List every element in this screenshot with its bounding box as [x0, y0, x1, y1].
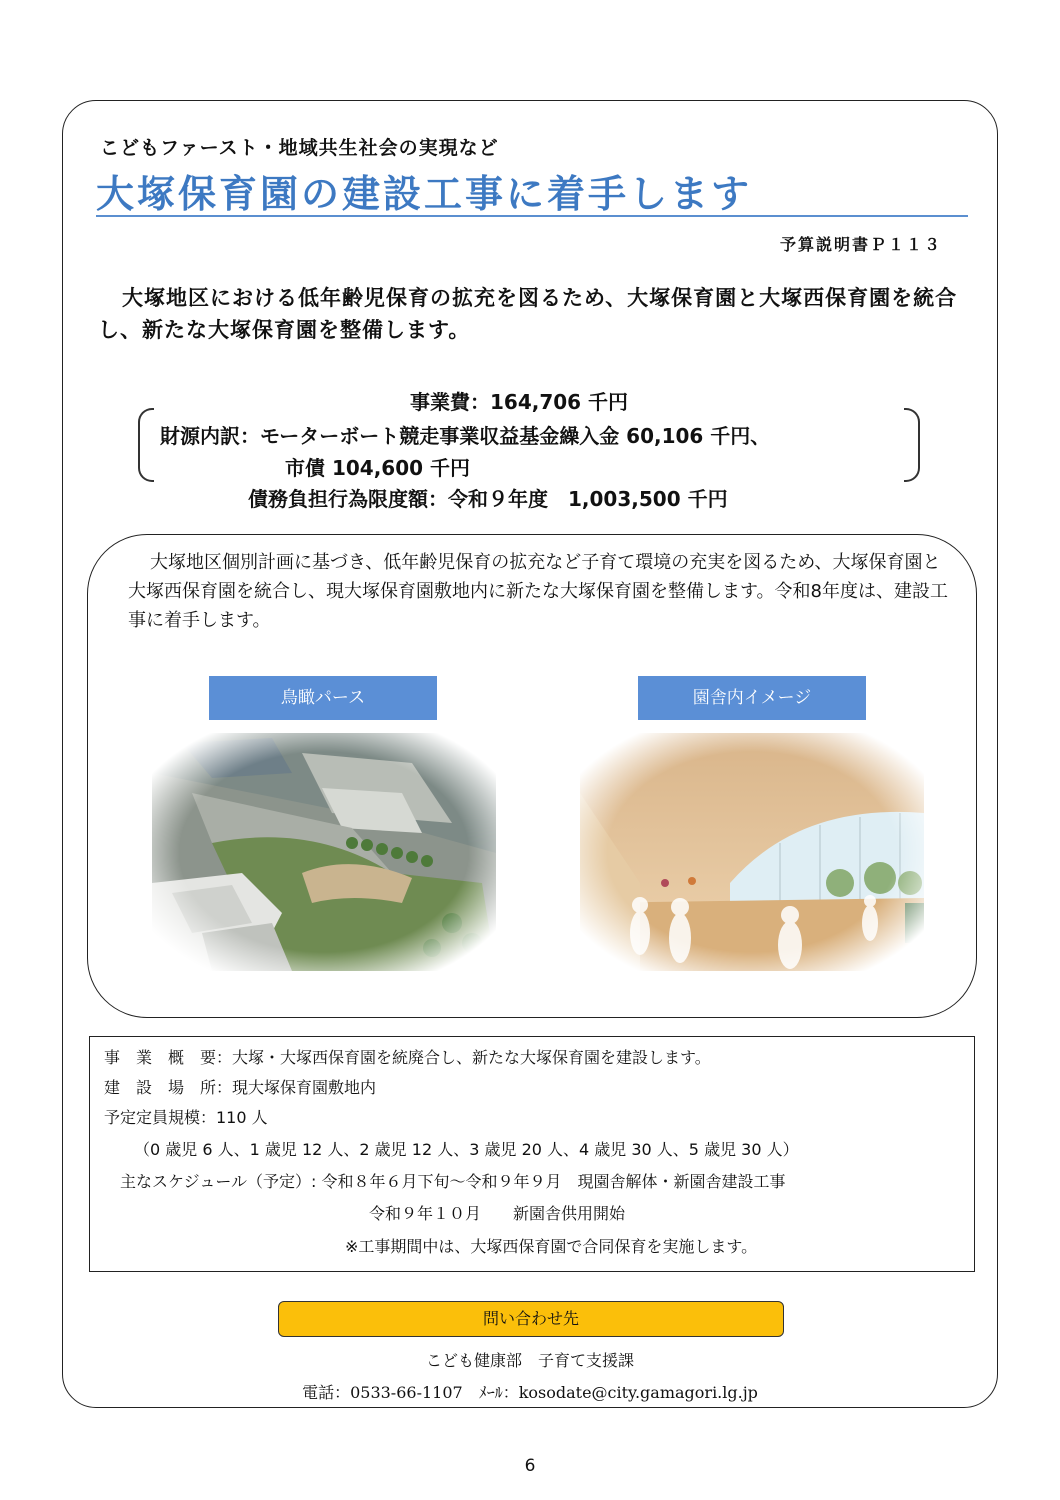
- contact-heading: 問い合わせ先: [278, 1301, 784, 1337]
- page-number: 6: [524, 1456, 536, 1476]
- summary-capacity: 予定定員規模：110 人: [104, 1108, 268, 1127]
- contact-department: こども健康部 子育て支援課: [425, 1351, 634, 1370]
- lead-paragraph: 大塚地区における低年齢児保育の拡充を図るため、大塚保育園と大塚西保育園を統合し、新たな大塚保育園を整備します。: [98, 286, 958, 342]
- page-title: 大塚保育園の建設工事に着手します: [96, 172, 753, 216]
- project-cost: 事業費：164,706 千円: [410, 390, 629, 414]
- debt-burden-limit: 債務負担行為限度額：令和９年度 1,003,500 千円: [248, 487, 728, 511]
- interior-view-image: [580, 733, 924, 971]
- funding-source: 財源内訳：モーターボート競走事業収益基金繰入金 60,106 千円、: [160, 424, 771, 448]
- project-summary-box: [89, 1036, 975, 1272]
- municipal-bond: 市債 104,600 千円: [285, 456, 471, 480]
- interior-image-label: 園舎内イメージ: [638, 676, 866, 720]
- budget-page-reference: 予算説明書Ｐ１１３: [779, 235, 942, 254]
- right-bracket: [904, 408, 920, 482]
- summary-age-breakdown: （0 歳児 6 人、1 歳児 12 人、2 歳児 12 人、3 歳児 20 人、4 歳児 30 人、5 歳児 30 人）: [134, 1140, 799, 1159]
- summary-schedule-2: 令和９年１０月 新園舎供用開始: [369, 1204, 626, 1223]
- left-bracket: [138, 408, 154, 482]
- summary-location: 建 設 場 所：現大塚保育園敷地内: [104, 1078, 377, 1097]
- aerial-view-label: 鳥瞰パース: [209, 676, 437, 720]
- panel-description: 大塚地区個別計画に基づき、低年齢児保育の拡充など子育て環境の充実を図るため、大塚保育園と大塚西保育園を統合し、現大塚保育園敷地内に新たな大塚保育園を整備します。令和8年度は、建設工事に着手します。: [128, 552, 949, 631]
- contact-phone-email: 電話：0533-66-1107 ﾒｰﾙ：kosodate@city.gamagori.lg.jp: [302, 1383, 758, 1402]
- kicker: こどもファースト・地域共生社会の実現など: [100, 137, 499, 159]
- summary-overview: 事 業 概 要：大塚・大塚西保育園を統廃合し、新たな大塚保育園を建設します。: [104, 1048, 711, 1067]
- aerial-view-image: [152, 733, 496, 971]
- summary-note: ※工事期間中は、大塚西保育園で合同保育を実施します。: [345, 1237, 758, 1256]
- title-underline: [96, 215, 968, 217]
- summary-schedule-1: 主なスケジュール（予定）: 令和８年６月下旬～令和９年９月 現園舎解体・新園舎建設工事: [120, 1172, 786, 1191]
